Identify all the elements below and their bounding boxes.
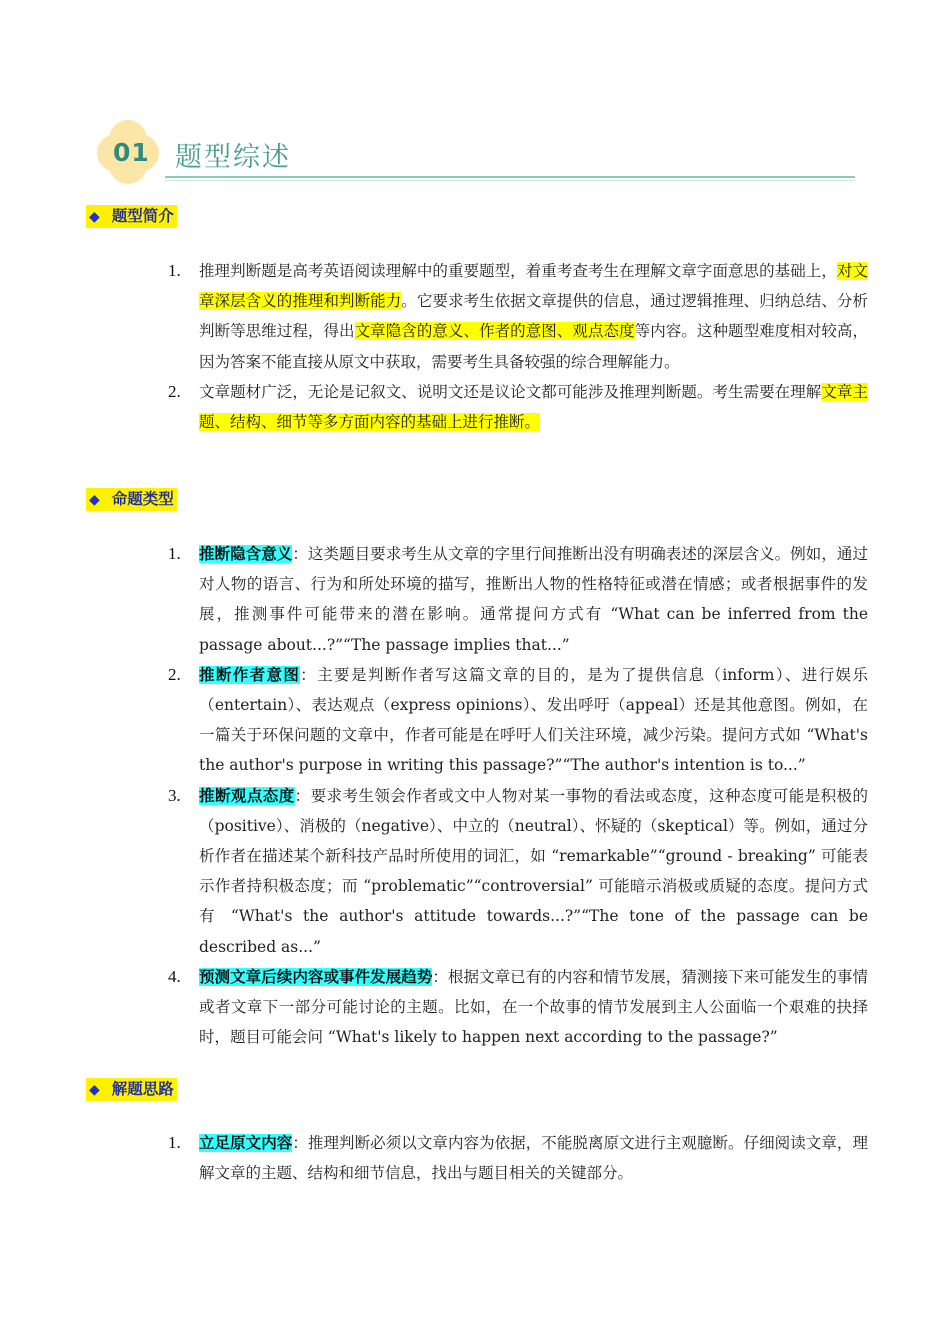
section-title: 题型综述 [175, 142, 291, 173]
list-item: 1. 推断隐含意义：这类题目要求考生从文章的字里行间推断出没有明确表述的深层含义。例如，通过对人物的语言、行为和所处环境的描写，推断出人物的性格特征或潜在情感；或者根据事件的发展，推测事件可能带来的潜在影响。通常提问方式有 “What can be inferred from the passage about...?”“The passage implies that...” [168, 544, 868, 654]
highlight: 文章隐含的意义、作者的意图、观点态度 [354, 322, 635, 341]
list-item: 4. 预测文章后续内容或事件发展趋势：根据文章已有的内容和情节发展，猜测接下来可能发生的事情或者文章下一部分可能讨论的主题。比如，在一个故事的情节发展到主人公面临一个艰难的抉择时，题目可能会问 “What's likely to happen next according to the passage?” [168, 966, 868, 1047]
diamond-icon: ◆ [89, 209, 100, 225]
type-label: 推断隐含意义 [199, 545, 293, 563]
heading-intro-label: 题型简介 [111, 207, 174, 225]
heading-intro [86, 205, 177, 228]
header-divider [165, 176, 855, 178]
highlight: 文章主题、结构、细节等多方面内容的基础上进行推断。 [199, 382, 868, 432]
intro-list [168, 256, 868, 437]
heading-solve [86, 1078, 177, 1101]
list-item: 1. 立足原文内容：推理判断必须以文章内容为依据，不能脱离原文进行主观臆断。仔细阅读文章，理解文章的主题、结构和细节信息，找出与题目相关的关键部分。 [168, 1133, 868, 1183]
heading-types [86, 488, 177, 511]
list-item: 1. 推理判断题是高考英语阅读理解中的重要题型，着重考查考生在理解文章字面意思的基础上，对文章深层含义的推理和判断能力。它要求考生依据文章提供的信息，通过逻辑推理、归纳总结、分析判断等思维过程，得出文章隐含的意义、作者的意图、观点态度等内容。这种题型难度相对较高，因为答案不能直接从原文中获取，需要考生具备较强的综合理解能力。 [168, 261, 868, 371]
heading-types-label: 命题类型 [111, 490, 174, 508]
list-item: 2. 文章题材广泛，无论是记叙文、说明文还是议论文都可能涉及推理判断题。考生需要在理解文章主题、结构、细节等多方面内容的基础上进行推断。 [168, 381, 868, 432]
solve-list [168, 1128, 868, 1188]
section-number: 01 [113, 138, 150, 167]
type-label: 预测文章后续内容或事件发展趋势 [199, 967, 433, 986]
type-label: 推断观点态度 [199, 786, 295, 805]
list-item: 2. 推断作者意图：主要是判断作者写这篇文章的目的，是为了提供信息（inform）、进行娱乐（entertain）、表达观点（express opinions）、发出呼吁（appeal）还是其他意图。例如，在一篇关于环保问题的文章中，作者可能是在呼吁人们关注环境，减少污染。提问方式如 “What's the author's purpose in writing this passage?”“The author's intention is to...” [168, 664, 868, 775]
types-list [168, 539, 868, 1052]
header-divider-thin [165, 180, 855, 181]
diamond-icon: ◆ [89, 492, 100, 508]
list-item: 3. 推断观点态度：要求考生领会作者或文中人物对某一事物的看法或态度，这种态度可能是积极的（positive）、消极的（negative）、中立的（neutral）、怀疑的（skeptical）等。例如，通过分析作者在描述某个新科技产品时所使用的词汇，如 “remarkable”“ground - breaking” 可能表示作者持积极态度；而 “problematic”“controversial” 可能暗示消极或质疑的态度。提问方式有 “What's the author's attitude towards...?”“The tone of the passage can be described as...” [168, 785, 868, 956]
solve-label: 立足原文内容 [199, 1134, 293, 1152]
heading-solve-label: 解题思路 [111, 1080, 174, 1098]
section-header [95, 118, 855, 188]
diamond-icon: ◆ [89, 1082, 100, 1098]
type-label: 推断作者意图 [199, 665, 301, 684]
highlight: 对文章深层含义的推理和判断能力 [199, 262, 868, 311]
